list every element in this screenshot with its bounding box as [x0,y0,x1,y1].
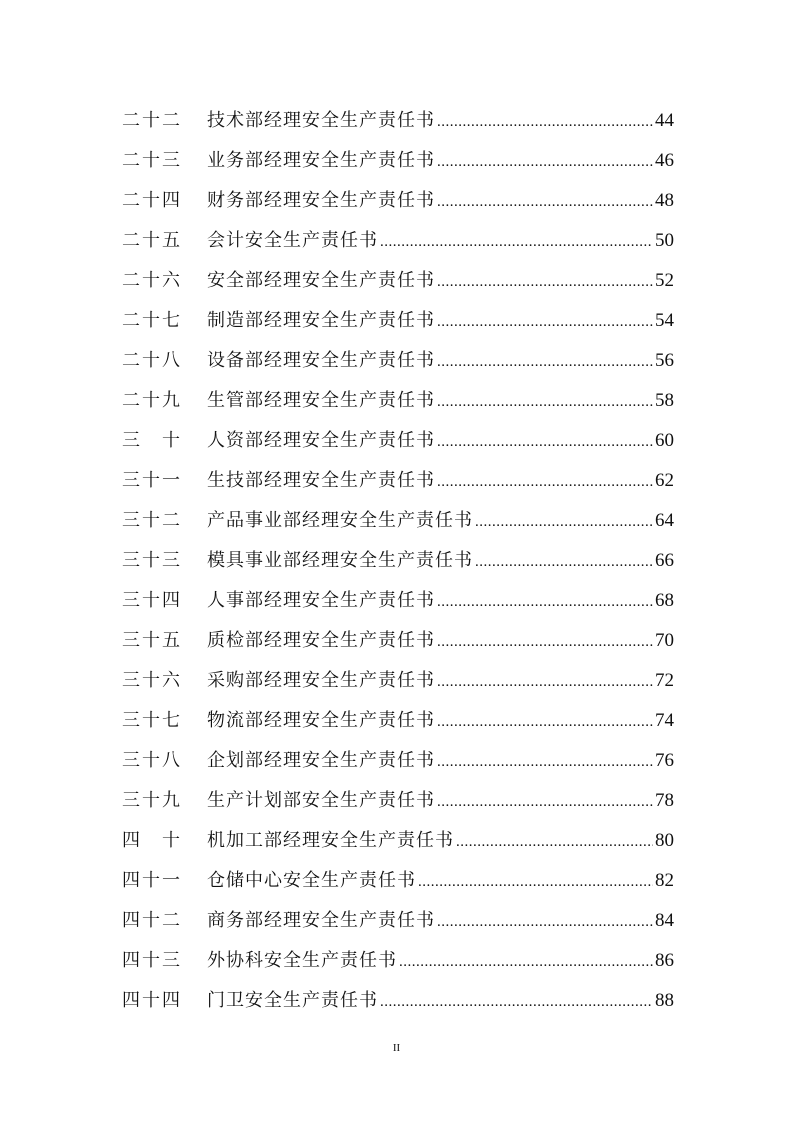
dot-leader [437,342,653,382]
toc-entry-number: 三十七 [122,710,182,731]
toc-entry-page[interactable]: 76 [655,750,674,771]
toc-entry-title[interactable]: 人资部经理安全生产责任书 [207,430,435,451]
toc-entry-number: 二十二 [122,110,182,131]
toc-entry-title[interactable]: 仓储中心安全生产责任书 [207,870,416,891]
dot-leader [437,302,653,342]
toc-entry[interactable] [122,101,674,141]
toc-entry-number: 四十二 [122,910,182,931]
toc-entry-page[interactable]: 66 [655,550,674,571]
toc-entry[interactable] [122,861,674,901]
toc-entry-number: 三十三 [122,550,182,571]
dot-leader [437,142,653,182]
toc-entry-number: 三十六 [122,670,182,691]
toc-entry[interactable] [122,741,674,781]
dot-leader [418,862,653,902]
dot-leader [475,542,653,582]
dot-leader [475,502,653,542]
toc-entry[interactable] [122,981,674,1021]
toc-entry[interactable] [122,421,674,461]
toc-entry-page[interactable]: 50 [655,230,674,251]
toc-entry[interactable] [122,341,674,381]
toc-entry[interactable] [122,181,674,221]
toc-entry-page[interactable]: 72 [655,670,674,691]
dot-leader [437,742,653,782]
toc-entry-title[interactable]: 人事部经理安全生产责任书 [207,590,435,611]
toc-entry-number: 二十五 [122,230,182,251]
dot-leader [437,902,653,942]
toc-entry-page[interactable]: 62 [655,470,674,491]
dot-leader [437,102,653,142]
toc-entry-title[interactable]: 技术部经理安全生产责任书 [207,110,435,131]
toc-entry-number: 四十三 [122,950,182,971]
toc-entry[interactable] [122,701,674,741]
toc-entry-page[interactable]: 48 [655,190,674,211]
toc-entry-page[interactable]: 58 [655,390,674,411]
toc-entry-number: 二十七 [122,310,182,331]
toc-entry[interactable] [122,501,674,541]
dot-leader [437,662,653,702]
dot-leader [437,422,653,462]
toc-entry[interactable] [122,661,674,701]
toc-entry-page[interactable]: 88 [655,990,674,1011]
toc-entry[interactable] [122,621,674,661]
toc-entry-page[interactable]: 80 [655,830,674,851]
toc-entry[interactable] [122,301,674,341]
toc-entry[interactable] [122,261,674,301]
toc-entry-number: 三十五 [122,630,182,651]
dot-leader [437,262,653,302]
toc-entry[interactable] [122,221,674,261]
toc-entry[interactable] [122,581,674,621]
toc-entry[interactable] [122,141,674,181]
toc-entry-title[interactable]: 生产计划部安全生产责任书 [207,790,435,811]
toc-entry-page[interactable]: 70 [655,630,674,651]
toc-entry-number: 二十九 [122,390,182,411]
toc-entry-title[interactable]: 模具事业部经理安全生产责任书 [207,550,473,571]
toc-entry-number: 三十四 [122,590,182,611]
toc-entry-title[interactable]: 安全部经理安全生产责任书 [207,270,435,291]
dot-leader [380,982,653,1022]
toc-entry-page[interactable]: 60 [655,430,674,451]
toc-entry-number: 三 十 [122,430,182,451]
toc-entry[interactable] [122,901,674,941]
toc-entry[interactable] [122,541,674,581]
dot-leader [437,622,653,662]
toc-entry-number: 四十一 [122,870,182,891]
toc-entry-title[interactable]: 企划部经理安全生产责任书 [207,750,435,771]
toc-entry-title[interactable]: 业务部经理安全生产责任书 [207,150,435,171]
toc-entry-page[interactable]: 44 [655,110,674,131]
toc-entry-title[interactable]: 采购部经理安全生产责任书 [207,670,435,691]
toc-entry-number: 三十一 [122,470,182,491]
toc-entry-number: 二十三 [122,150,182,171]
table-of-contents [122,101,674,1021]
toc-entry[interactable] [122,941,674,981]
toc-entry-page[interactable]: 54 [655,310,674,331]
toc-entry-title[interactable]: 门卫安全生产责任书 [207,990,378,1011]
toc-entry-page[interactable]: 46 [655,150,674,171]
toc-entry-title[interactable]: 设备部经理安全生产责任书 [207,350,435,371]
toc-entry-title[interactable]: 生技部经理安全生产责任书 [207,470,435,491]
dot-leader [437,582,653,622]
toc-entry-title[interactable]: 物流部经理安全生产责任书 [207,710,435,731]
dot-leader [437,182,653,222]
dot-leader [437,782,653,822]
dot-leader [399,942,653,982]
toc-entry-page[interactable]: 82 [655,870,674,891]
toc-entry-title[interactable]: 商务部经理安全生产责任书 [207,910,435,931]
toc-entry-page[interactable]: 56 [655,350,674,371]
toc-entry-title[interactable]: 生管部经理安全生产责任书 [207,390,435,411]
toc-entry-number: 二十四 [122,190,182,211]
toc-entry[interactable] [122,461,674,501]
toc-entry-title[interactable]: 财务部经理安全生产责任书 [207,190,435,211]
toc-entry-title[interactable]: 会计安全生产责任书 [207,230,378,251]
toc-entry-number: 三十八 [122,750,182,771]
dot-leader [437,462,653,502]
toc-entry[interactable] [122,821,674,861]
toc-entry[interactable] [122,781,674,821]
toc-entry-number: 三十九 [122,790,182,811]
toc-entry[interactable] [122,381,674,421]
toc-entry-number: 四十四 [122,990,182,1011]
toc-entry-page[interactable]: 52 [655,270,674,291]
toc-entry-page[interactable]: 68 [655,590,674,611]
toc-entry-page[interactable]: 64 [655,510,674,531]
toc-entry-page[interactable]: 84 [655,910,674,931]
toc-entry-title[interactable]: 制造部经理安全生产责任书 [207,310,435,331]
toc-entry-number: 二十六 [122,270,182,291]
toc-entry-title[interactable]: 产品事业部经理安全生产责任书 [207,510,473,531]
toc-entry-number: 二十八 [122,350,182,371]
toc-entry-title[interactable]: 机加工部经理安全生产责任书 [207,830,454,851]
toc-entry-number: 四 十 [122,830,182,851]
toc-entry-page[interactable]: 74 [655,710,674,731]
dot-leader [456,822,653,862]
dot-leader [437,382,653,422]
toc-entry-page[interactable]: 78 [655,790,674,811]
page-footer-number: II [392,1042,401,1054]
toc-entry-title[interactable]: 质检部经理安全生产责任书 [207,630,435,651]
dot-leader [380,222,653,262]
toc-entry-page[interactable]: 86 [655,950,674,971]
dot-leader [437,702,653,742]
toc-entry-number: 三十二 [122,510,182,531]
toc-entry-title[interactable]: 外协科安全生产责任书 [207,950,397,971]
